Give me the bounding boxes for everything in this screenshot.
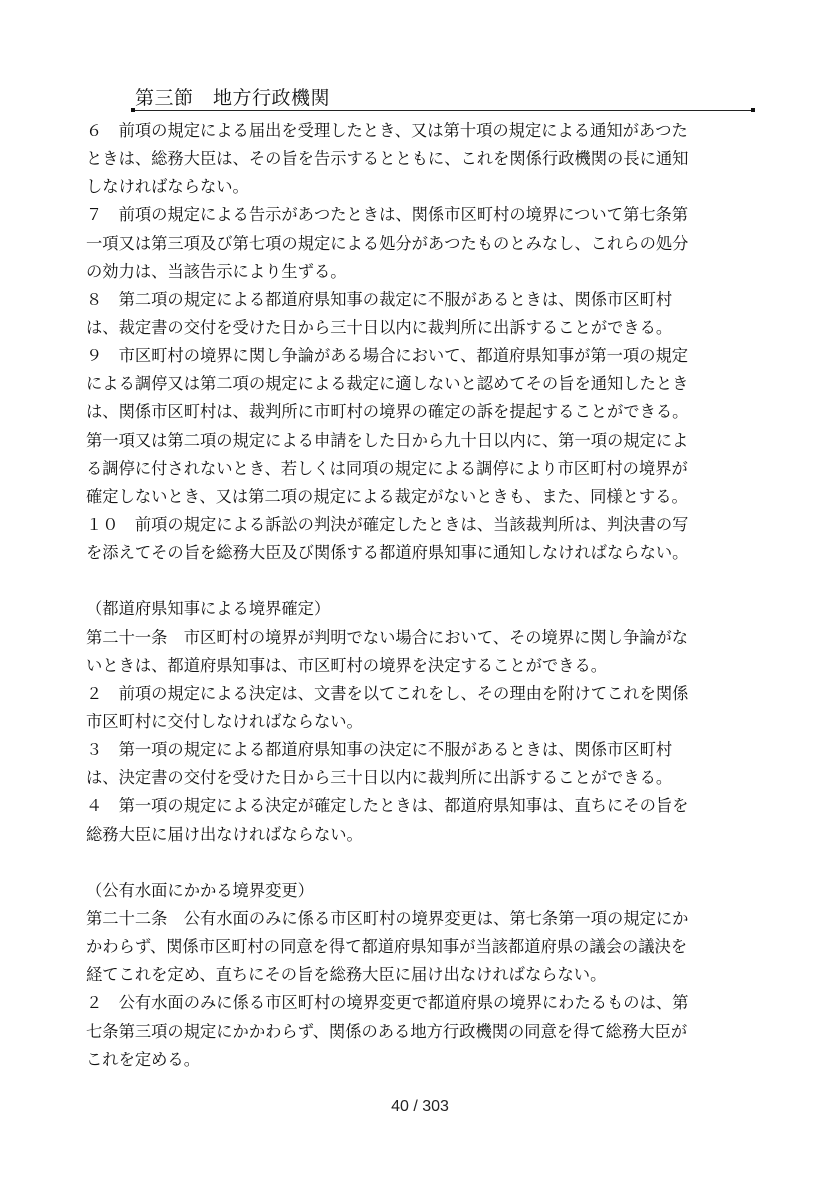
text-line: 第一項又は第二項の規定による申請をした日から九十日以内に、第一項の規定によ — [86, 430, 689, 450]
document-body — [86, 117, 756, 1074]
text-line: ６ 前項の規定による届出を受理したとき、又は第十項の規定による通知があつた — [86, 121, 688, 140]
text-line: １０ 前項の規定による訴訟の判決が確定したときは、当該裁判所は、判決書の写 — [86, 514, 689, 534]
text-line: 総務大臣に届け出なければならない。 — [86, 824, 363, 844]
text-line: を添えてその旨を総務大臣及び関係する都道府県知事に通知しなければならない。 — [86, 543, 689, 563]
text-line: ２ 公有水面のみに係る市区町村の境界変更で都道府県の境界にわたるものは、第 — [86, 993, 689, 1013]
header-rule — [133, 110, 753, 111]
text-line: （都道府県知事による境界確定） — [86, 599, 331, 619]
text-line: 第二十一条 市区町村の境界が判明でない場合において、その境界に関し争論がな — [86, 627, 689, 647]
text-line: ４ 第一項の規定による決定が確定したときは、都道府県知事は、直ちにその旨を — [86, 796, 689, 816]
text-line: による調停又は第二項の規定による裁定に適しないと認めてその旨を通知したとき — [86, 374, 689, 394]
text-line: は、関係市区町村は、裁判所に市町村の境界の確定の訴を提起することができる。 — [86, 402, 689, 422]
text-line: かわらず、関係市区町村の同意を得て都道府県知事が当該都道府県の議会の議決を — [86, 937, 688, 957]
text-line: 市区町村に交付しなければならない。 — [86, 711, 363, 731]
text-line: いときは、都道府県知事は、市区町村の境界を決定することができる。 — [86, 655, 608, 675]
header-rule-right-cap — [751, 108, 755, 112]
text-line: の効力は、当該告示により生ずる。 — [86, 261, 347, 281]
text-line: これを定める。 — [86, 1049, 200, 1069]
text-line: る調停に付されないとき、若しくは同項の規定による調停により市区町村の境界が — [86, 458, 688, 478]
text-line: ８ 第二項の規定による都道府県知事の裁定に不服があるときは、関係市区町村 — [86, 289, 673, 309]
text-line: ときは、総務大臣は、その旨を告示するとともに、これを関係行政機関の長に通知 — [86, 149, 689, 169]
text-line: （公有水面にかかる境界変更） — [86, 880, 314, 900]
blank-line — [86, 849, 756, 877]
text-line: ７ 前項の規定による告示があつたときは、関係市区町村の境界について第七条第 — [86, 205, 689, 225]
blank-line — [86, 567, 756, 595]
text-line: 経てこれを定め、直ちにその旨を総務大臣に届け出なければならない。 — [86, 965, 607, 985]
page-number: 40 / 303 — [391, 1098, 449, 1115]
text-line: 七条第三項の規定にかかわらず、関係のある地方行政機関の同意を得て総務大臣が — [86, 1021, 688, 1041]
header-rule-left-cap — [131, 108, 135, 112]
page-header — [133, 84, 753, 112]
text-line: ９ 市区町村の境界に関し争論がある場合において、都道府県知事が第一項の規定 — [86, 346, 689, 366]
text-line: しなければならない。 — [86, 177, 249, 197]
text-line: は、決定書の交付を受けた日から三十日以内に裁判所に出訴することができる。 — [86, 768, 673, 788]
text-line: ２ 前項の規定による決定は、文書を以てこれをし、その理由を附けてこれを関係 — [86, 683, 689, 703]
text-line: 一項又は第三項及び第七項の規定による処分があつたものとみなし、これらの処分 — [86, 233, 689, 253]
text-line: 第二十二条 公有水面のみに係る市区町村の境界変更は、第七条第一項の規定にか — [86, 908, 689, 928]
text-line: 確定しないとき、又は第二項の規定による裁定がないときも、また、同様とする。 — [86, 486, 688, 506]
text-line: は、裁定書の交付を受けた日から三十日以内に裁判所に出訴することができる。 — [86, 317, 673, 337]
section-title: 第三節 地方行政機関 — [135, 87, 331, 109]
text-line: ３ 第一項の規定による都道府県知事の決定に不服があるときは、関係市区町村 — [86, 740, 673, 760]
